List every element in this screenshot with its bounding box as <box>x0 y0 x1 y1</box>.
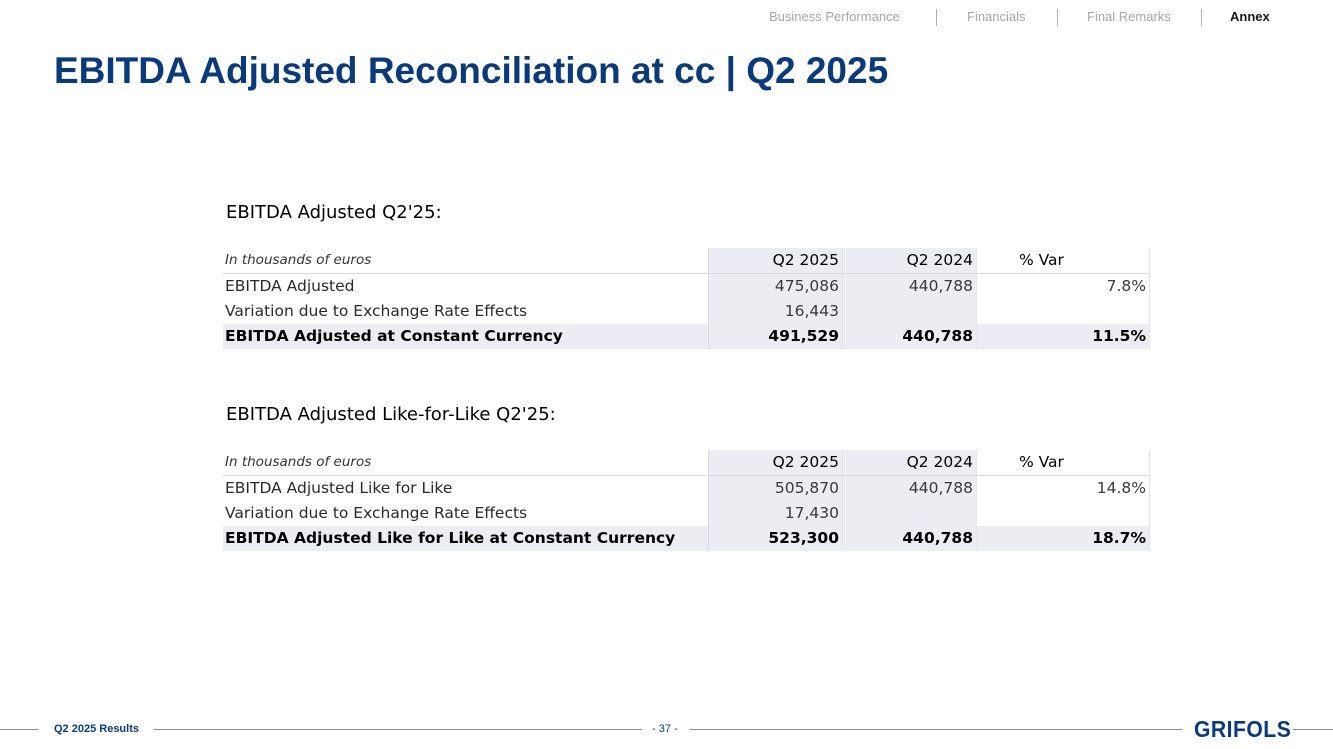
row-label: Variation due to Exchange Rate Effects <box>223 299 709 324</box>
column-header-var: % Var <box>977 248 1150 274</box>
nav-separator <box>936 9 937 26</box>
footer-divider <box>154 729 642 730</box>
cell-q2-2024: 440,788 <box>843 526 977 551</box>
grifols-logo: GRIFOLS <box>1194 716 1292 742</box>
cell-q2-2025: 16,443 <box>709 299 843 324</box>
nav-separator <box>1057 9 1058 26</box>
cell-var: 11.5% <box>977 324 1150 349</box>
footer-divider <box>0 729 38 730</box>
row-label: EBITDA Adjusted <box>223 274 709 300</box>
nav-financials[interactable]: Financials <box>967 9 1026 24</box>
page-number: - 37 - <box>652 723 678 735</box>
nav-final-remarks[interactable]: Final Remarks <box>1087 9 1171 24</box>
cell-q2-2025: 523,300 <box>709 526 843 551</box>
table-header-row <box>223 248 1150 274</box>
cell-var <box>977 501 1150 526</box>
cell-q2-2024: 440,788 <box>843 476 977 502</box>
row-label: EBITDA Adjusted Like for Like <box>223 476 709 502</box>
cell-var <box>977 299 1150 324</box>
cell-q2-2025: 505,870 <box>709 476 843 502</box>
column-header-q2-2024: Q2 2024 <box>843 450 977 476</box>
section-title-ebitda-like-for-like: EBITDA Adjusted Like-for-Like Q2'25: <box>226 404 556 425</box>
cell-q2-2025: 17,430 <box>709 501 843 526</box>
table-row <box>223 501 1150 526</box>
column-header-q2-2025: Q2 2025 <box>709 450 843 476</box>
table-header-row <box>223 450 1150 476</box>
unit-label: In thousands of euros <box>223 248 709 274</box>
table-row <box>223 476 1150 502</box>
top-navigation <box>0 9 1333 27</box>
footer-report-label: Q2 2025 Results <box>54 723 139 735</box>
row-label: EBITDA Adjusted at Constant Currency <box>223 324 709 349</box>
row-label: EBITDA Adjusted Like for Like at Constant Currency <box>223 526 709 551</box>
table-row <box>223 299 1150 324</box>
nav-separator <box>1201 9 1202 26</box>
column-header-var: % Var <box>977 450 1150 476</box>
nav-business-performance[interactable]: Business Performance <box>769 9 900 24</box>
nav-annex[interactable]: Annex <box>1230 9 1270 24</box>
cell-q2-2024: 440,788 <box>843 274 977 300</box>
table-row <box>223 274 1150 300</box>
ebitda-adjusted-table <box>223 248 1150 349</box>
page-title: EBITDA Adjusted Reconciliation at cc | Q2 2025 <box>54 50 889 91</box>
cell-q2-2025: 491,529 <box>709 324 843 349</box>
footer-divider <box>690 729 1182 730</box>
cell-q2-2024 <box>843 299 977 324</box>
cell-var: 18.7% <box>977 526 1150 551</box>
ebitda-like-for-like-table <box>223 450 1150 551</box>
footer-divider <box>1293 729 1333 730</box>
section-title-ebitda-adjusted: EBITDA Adjusted Q2'25: <box>226 202 442 223</box>
table-total-row <box>223 526 1150 551</box>
column-header-q2-2024: Q2 2024 <box>843 248 977 274</box>
column-header-q2-2025: Q2 2025 <box>709 248 843 274</box>
cell-q2-2024 <box>843 501 977 526</box>
table-total-row <box>223 324 1150 349</box>
row-label: Variation due to Exchange Rate Effects <box>223 501 709 526</box>
cell-var: 7.8% <box>977 274 1150 300</box>
cell-q2-2024: 440,788 <box>843 324 977 349</box>
cell-var: 14.8% <box>977 476 1150 502</box>
unit-label: In thousands of euros <box>223 450 709 476</box>
cell-q2-2025: 475,086 <box>709 274 843 300</box>
